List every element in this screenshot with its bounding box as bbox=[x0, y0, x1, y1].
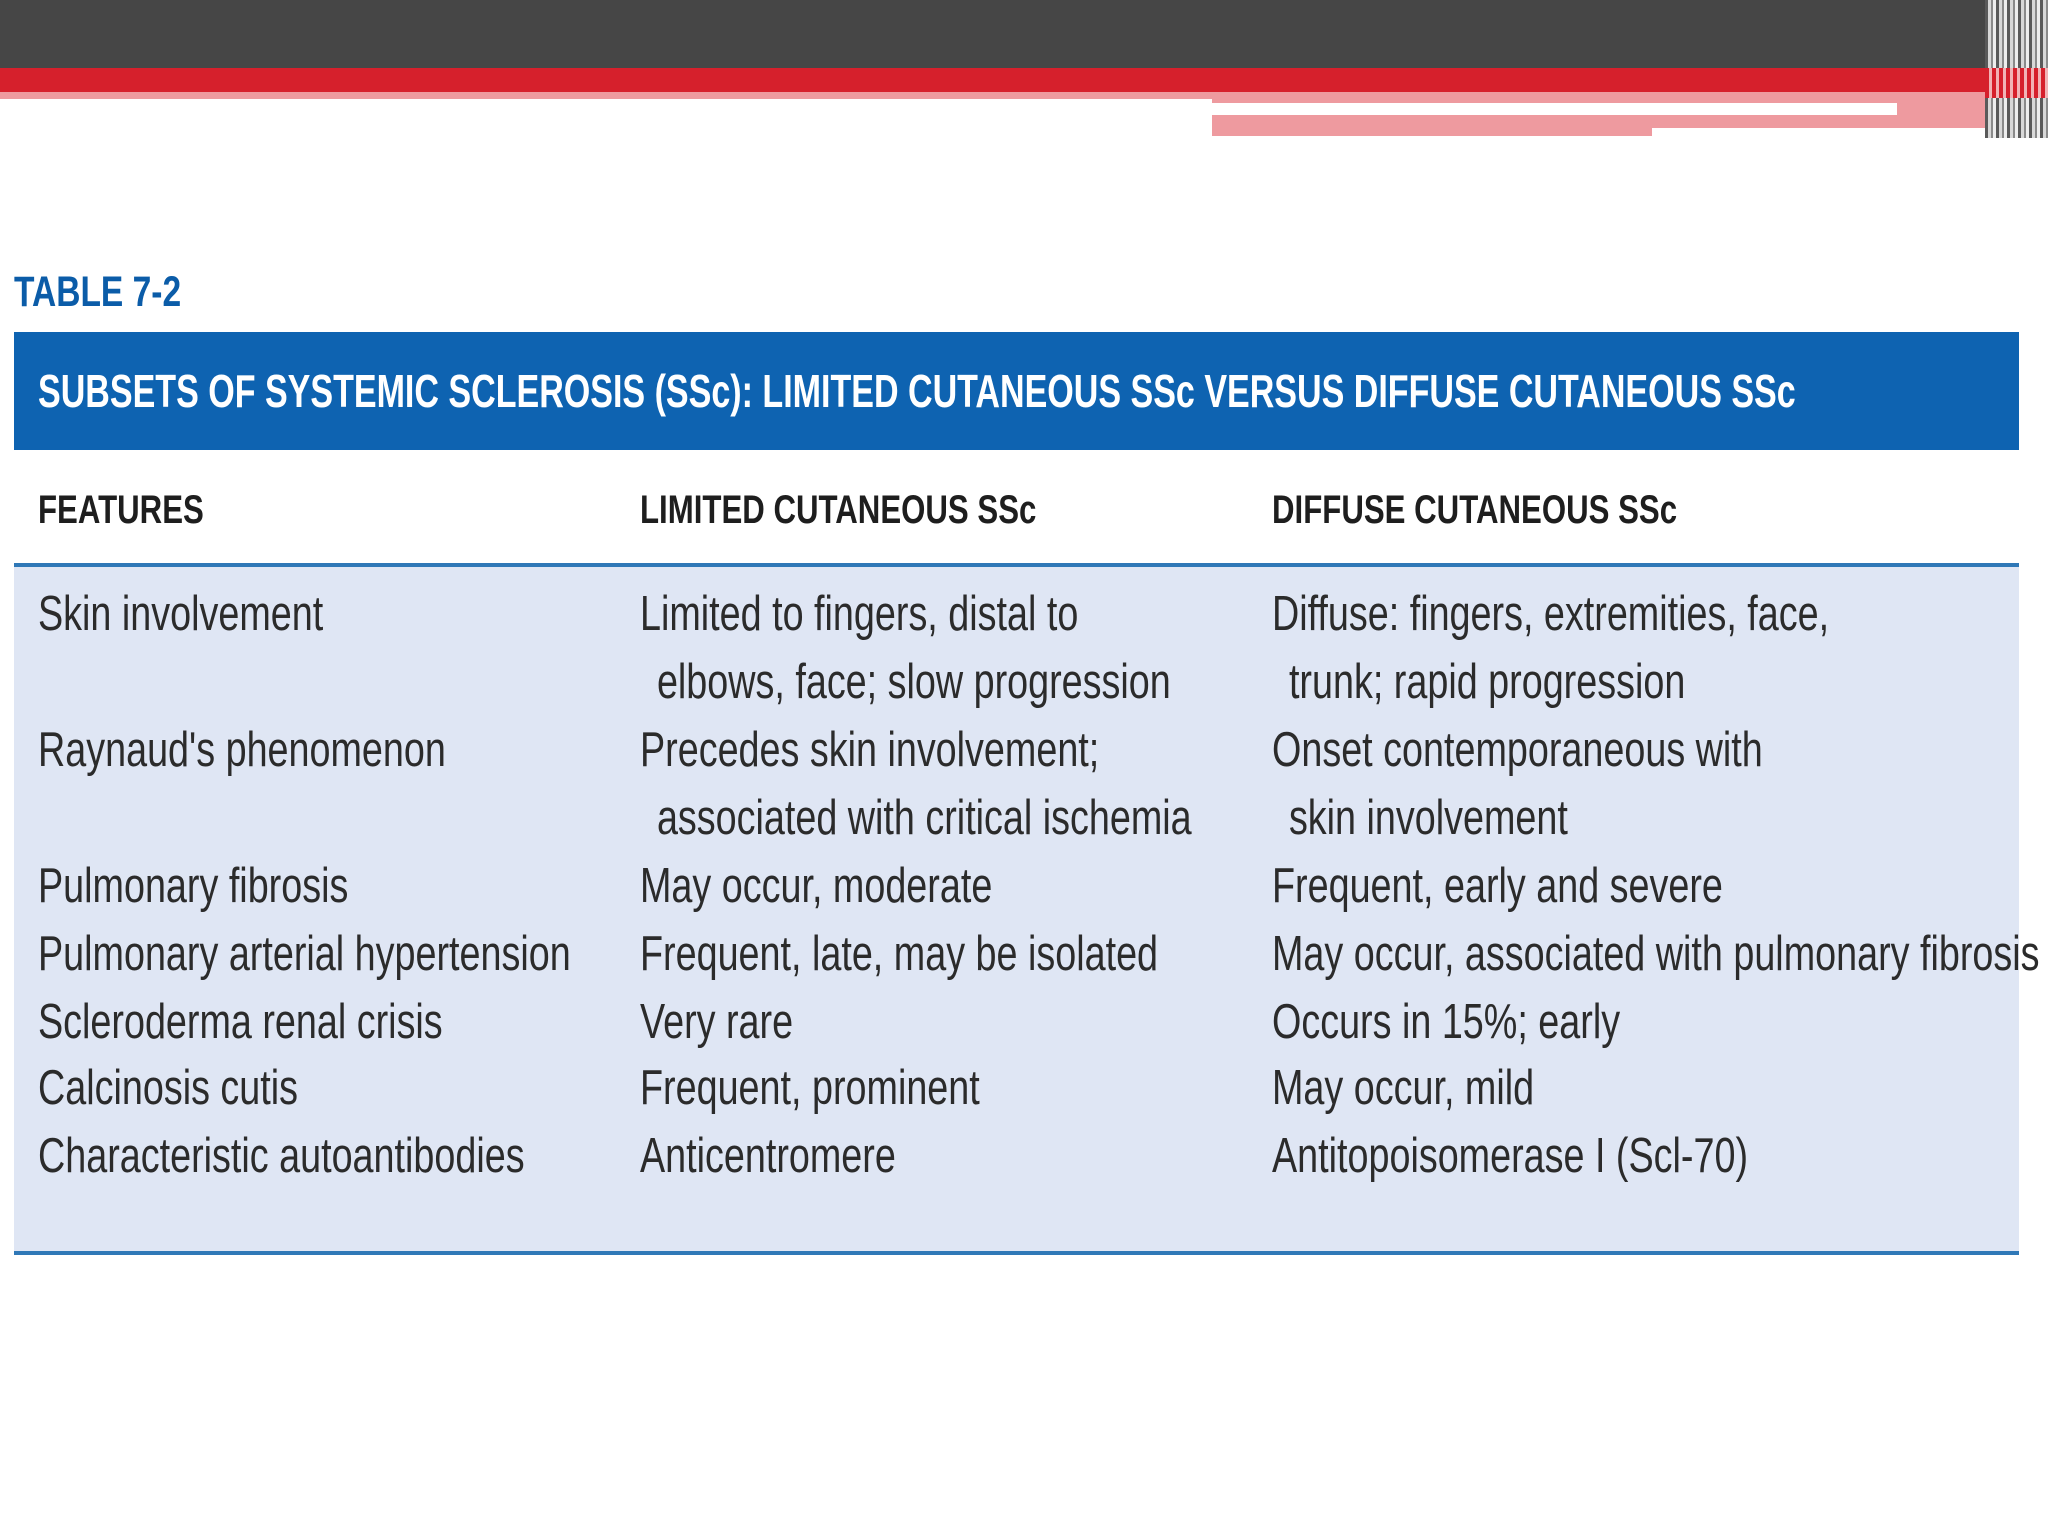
cell-line: elbows, face; slow progression bbox=[656, 655, 1171, 709]
slide-header-dark-band bbox=[0, 0, 1985, 68]
table-body bbox=[14, 567, 2040, 1255]
cell-limited: May occur, moderate bbox=[640, 859, 993, 913]
cell-limited: Frequent, late, may be isolated bbox=[640, 927, 1159, 981]
column-header-limited: LIMITED CUTANEOUS SSc bbox=[640, 488, 1037, 532]
cell-line: Limited to fingers, distal to bbox=[640, 587, 1079, 641]
cell-limited: Frequent, prominent bbox=[640, 1061, 980, 1115]
table-title: SUBSETS OF SYSTEMIC SCLEROSIS (SSc): LIMITED CUTANEOUS SSc VERSUS DIFFUSE CUTANEOUS SSc bbox=[38, 365, 1796, 417]
cell-line: skin involvement bbox=[1288, 791, 1568, 845]
slide-header-red-band bbox=[0, 68, 1985, 92]
cell-line: associated with critical ischemia bbox=[656, 791, 1192, 845]
cell-feature: Skin involvement bbox=[38, 587, 324, 641]
column-header-diffuse: DIFFUSE CUTANEOUS SSc bbox=[1272, 488, 1678, 532]
cell-diffuse: Occurs in 15%; early bbox=[1272, 995, 1621, 1049]
cell-diffuse bbox=[1272, 580, 1829, 716]
cell-diffuse: Antitopoisomerase I (Scl-70) bbox=[1272, 1129, 1749, 1183]
cell-limited: Anticentromere bbox=[640, 1129, 896, 1183]
cell-diffuse: May occur, mild bbox=[1272, 1061, 1535, 1115]
cell-diffuse: Frequent, early and severe bbox=[1272, 859, 1723, 913]
cell-feature: Raynaud's phenomenon bbox=[38, 723, 446, 777]
cell-feature: Characteristic autoantibodies bbox=[38, 1129, 525, 1183]
cell-limited bbox=[640, 716, 1192, 852]
slide-header-red-stripes bbox=[1985, 68, 2048, 98]
column-header-features: FEATURES bbox=[38, 488, 204, 532]
table-number: TABLE 7-2 bbox=[14, 268, 182, 316]
cell-diffuse: May occur, associated with pulmonary fibrosis bbox=[1272, 927, 2040, 981]
cell-limited bbox=[640, 580, 1171, 716]
slide-header-pink-line bbox=[0, 92, 1212, 99]
cell-feature: Scleroderma renal crisis bbox=[38, 995, 443, 1049]
cell-line: Onset contemporaneous with bbox=[1272, 723, 1763, 777]
cell-line: trunk; rapid progression bbox=[1288, 655, 1686, 709]
cell-line: Precedes skin involvement; bbox=[640, 723, 1100, 777]
cell-feature: Calcinosis cutis bbox=[38, 1061, 299, 1115]
cell-line: Diffuse: fingers, extremities, face, bbox=[1272, 587, 1830, 641]
table-header-row bbox=[14, 450, 2019, 567]
cell-diffuse bbox=[1272, 716, 1763, 852]
slide-header-notch bbox=[1212, 103, 1897, 115]
cell-limited: Very rare bbox=[640, 995, 794, 1049]
cell-feature: Pulmonary arterial hypertension bbox=[38, 927, 571, 981]
slide-header-cut bbox=[1652, 128, 1985, 136]
table-title-bar bbox=[14, 332, 2019, 450]
cell-feature: Pulmonary fibrosis bbox=[38, 859, 349, 913]
